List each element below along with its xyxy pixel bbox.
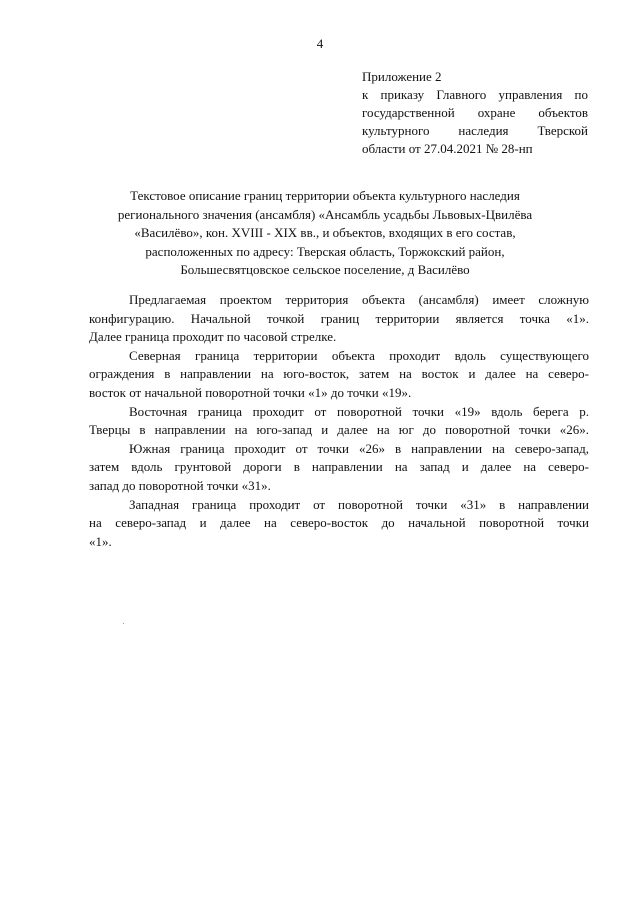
paragraph-line: конфигурацию. Начальной точкой границ территории является точка «1». bbox=[89, 310, 589, 326]
document-title bbox=[90, 187, 560, 280]
paragraph-line: затем вдоль грунтовой дороги в направлении на запад и далее на северо- bbox=[89, 459, 589, 475]
annex-line: области от 27.04.2021 № 28-нп bbox=[362, 141, 533, 156]
title-line: «Василёво», кон. XVIII - XIX вв., и объектов, входящих в его состав, bbox=[134, 225, 516, 240]
paragraph-east-boundary bbox=[89, 403, 589, 440]
paragraph-line: Западная граница проходит от поворотной точки «31» в направлении bbox=[129, 496, 589, 512]
scan-speck bbox=[123, 623, 124, 624]
paragraph-line: восток от начальной поворотной точки «1» до точки «19». bbox=[89, 384, 412, 400]
annex-line: культурного наследия Тверской bbox=[362, 123, 588, 138]
paragraph-south-boundary bbox=[89, 440, 589, 496]
paragraph-line: Северная граница территории объекта проходит вдоль существующего bbox=[129, 347, 589, 363]
title-line: расположенных по адресу: Тверская область, Торжокский район, bbox=[145, 243, 505, 259]
paragraph-line: Предлагаемая проектом территория объекта (ансамбля) имеет сложную bbox=[129, 292, 589, 307]
annex-header bbox=[362, 68, 588, 158]
title-line: Текстовое описание границ территории объекта культурного наследия bbox=[130, 188, 520, 203]
paragraph-intro bbox=[89, 291, 589, 347]
body-text bbox=[89, 291, 589, 551]
title-line: Большесвятцовское сельское поселение, д Василёво bbox=[180, 262, 470, 277]
page-number: 4 bbox=[316, 36, 324, 51]
paragraph-line: запад до поворотной точки «31». bbox=[89, 477, 271, 493]
paragraph-line: Восточная граница проходит от поворотной точки «19» вдоль берега р. bbox=[129, 403, 589, 419]
annex-line: государственной охране объектов bbox=[362, 105, 588, 120]
annex-line: к приказу Главного управления по bbox=[362, 87, 588, 102]
paragraph-line: на северо-запад и далее на северо-восток до начальной поворотной точки bbox=[89, 515, 589, 531]
title-line: регионального значения (ансамбля) «Ансамбль усадьбы Львовых-Цвилёва bbox=[117, 206, 533, 222]
paragraph-line: ограждения в направлении на юго-восток, затем на восток и далее на северо- bbox=[89, 366, 589, 382]
paragraph-line: Южная граница проходит от точки «26» в направлении на северо-запад, bbox=[129, 440, 589, 456]
paragraph-line: Тверцы в направлении на юго-запад и далее на юг до поворотной точки «26». bbox=[89, 422, 589, 438]
annex-line: Приложение 2 bbox=[362, 69, 442, 84]
paragraph-line: «1». bbox=[89, 533, 112, 549]
paragraph-line: Далее граница проходит по часовой стрелке. bbox=[89, 329, 337, 345]
paragraph-west-boundary bbox=[89, 496, 589, 552]
paragraph-north-boundary bbox=[89, 347, 589, 403]
